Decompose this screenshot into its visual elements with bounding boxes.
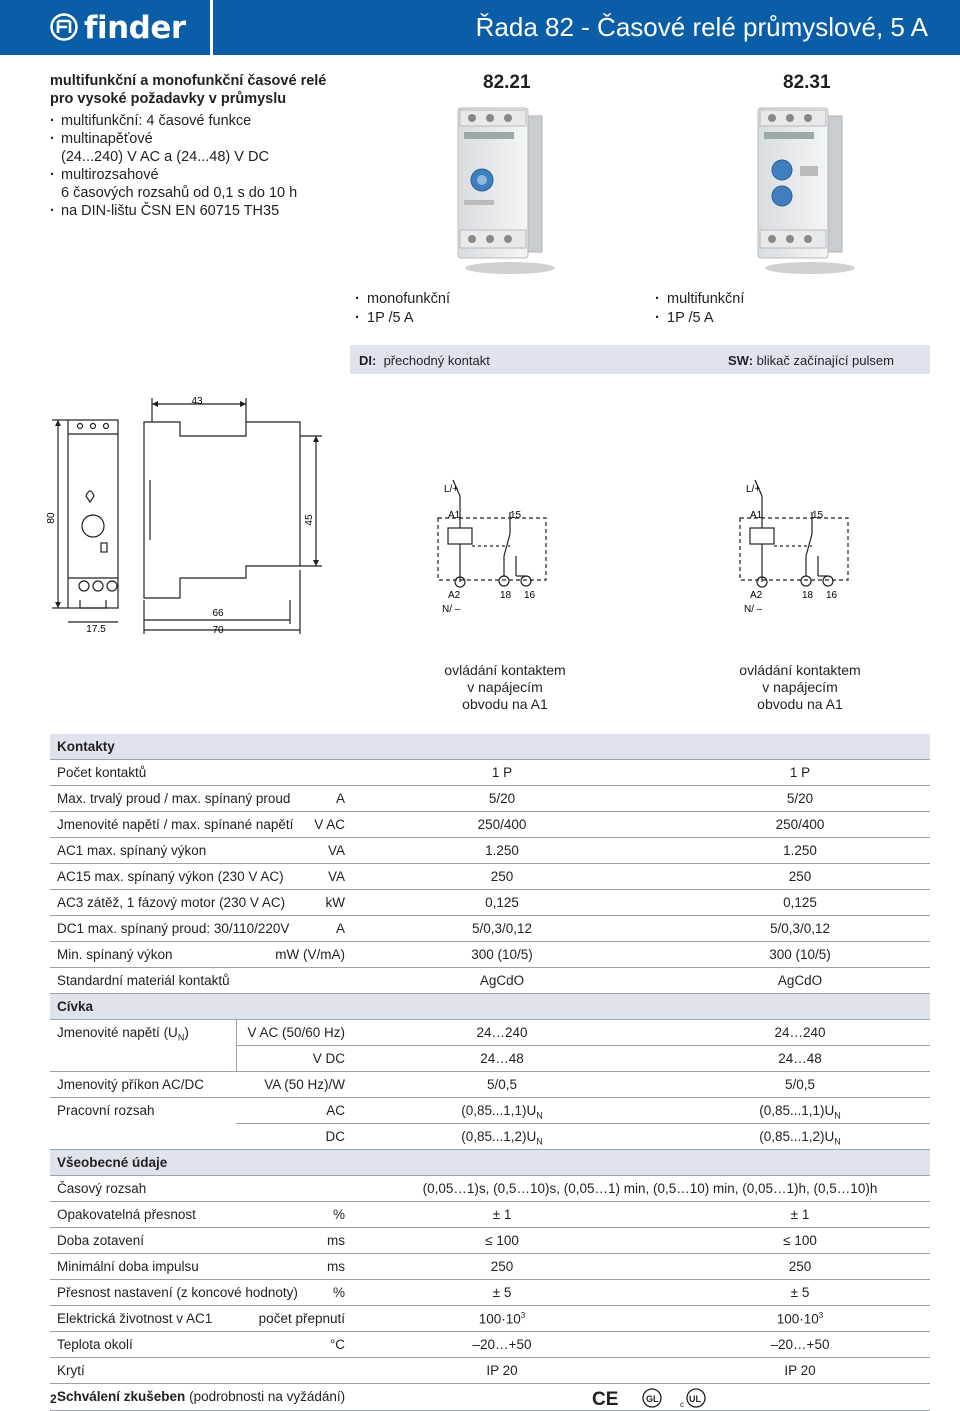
page-title: Řada 82 - Časové relé průmyslové, 5 A [475,12,928,42]
dim-17-5: 17.5 [86,624,106,635]
dim-45: 45 [304,514,315,526]
section-general: Všeobecné údaje [50,1150,930,1176]
label-15: 15 [812,510,824,521]
label-18: 18 [500,590,512,601]
table-row: Jmenovité napětí $(U_N)$ V AC (50/60 Hz) 24…240 24…240 [50,1020,930,1046]
table-row: Pracovní rozsah AC $(0,85...1,1)U_N$ $(0,85...1,1)U_N$ [50,1098,930,1124]
dim-80: 80 [46,512,57,524]
intro-bullet: · na DIN-lištu ČSN EN 60715 TH35 [50,202,410,220]
label-l-plus: L/+ [746,484,761,495]
table-row: AC15 max. spínaný výkon (230 V AC) VA 250 250 [50,864,930,890]
features-82-21: · monofunkční · 1P /5 A [355,290,450,328]
dim-66: 66 [212,608,224,619]
section-coil: Cívka [50,994,930,1020]
label-a1: A1 [750,510,763,521]
table-row: Standardní materiál kontaktů AgCdO AgCdO [50,968,930,994]
label-n-minus: N/ – [744,604,763,615]
intro-bullets [50,112,410,220]
wiring-diagram-82-21 [420,470,560,620]
label-16: 16 [826,590,838,601]
intro-block [50,72,410,220]
dim-70: 70 [212,625,224,636]
table-row: AC3 zátěž, 1 fázový motor (230 V AC) kW 0,125 0,125 [50,890,930,916]
svg-text:GL: GL [646,1394,659,1404]
table-row: Časový rozsah (0,05…1)s, (0,5…10)s, (0,05…1) min, (0,5…10) min, (0,05…1)h, (0,5…10)h [50,1176,930,1202]
caption-82-21: ovládání kontaktem v napájecím obvodu na A1 [444,662,566,712]
label-15: 15 [510,510,522,521]
function-82-31: SW: blikač začínající pulsem [728,353,894,368]
model-82-21: 82.21 [483,72,531,93]
table-row: Jmenovité napětí / max. spínané napětí V AC 250/400 250/400 [50,812,930,838]
label-18: 18 [802,590,814,601]
table-row: Krytí IP 20 IP 20 [50,1358,930,1384]
table-row: Teplota okolí °C –20…+50 –20…+50 [50,1332,930,1358]
table-row: Přesnost nastavení (z koncové hodnoty) % ± 5 ± 5 [50,1280,930,1306]
spec-table [50,734,930,1411]
dim-43: 43 [191,396,203,407]
svg-text:c: c [680,1400,684,1409]
table-row: DC $(0,85...1,2)U_N$ $(0,85...1,2)U_N$ [50,1124,930,1150]
relay-photo-82-31 [740,96,860,276]
table-row: Elektrická životnost v AC1 počet přepnutí $100\cdot 10^3$ $100\cdot 10^3$ [50,1306,930,1332]
table-row: Max. trvalý proud / max. spínaný proud A 5/20 5/20 [50,786,930,812]
wiring-diagram-82-31 [722,470,862,620]
table-row: Opakovatelná přesnost % ± 1 ± 1 [50,1202,930,1228]
intro-bullet: · multinapěťové (24...240) V AC a (24...48) V DC [50,130,410,166]
relay-photo-82-21 [440,96,560,276]
features-82-31: · multifunkční · 1P /5 A [655,290,744,328]
label-l-plus: L/+ [444,484,459,495]
section-contacts: Kontakty [50,734,930,760]
table-row: Doba zotavení ms ≤ 100 ≤ 100 [50,1228,930,1254]
certification-marks-icon [590,1385,720,1411]
table-row: Jmenovitý příkon AC/DC VA (50 Hz)/W 5/0,5 5/0,5 [50,1072,930,1098]
label-a2: A2 [750,590,763,601]
label-n-minus: N/ – [442,604,461,615]
model-82-31: 82.31 [783,72,831,93]
label-16: 16 [524,590,536,601]
svg-text:UL: UL [689,1394,701,1404]
brand-logo-text: finder [84,10,186,46]
intro-heading-2: pro vysoké požadavky v průmyslu [50,91,287,107]
finder-logo-icon [50,11,78,43]
page-number: 2 [50,1392,57,1406]
table-row: Počet kontaktů 1 P 1 P [50,760,930,786]
intro-heading-1: multifunkční a monofunkční časové relé [50,73,327,89]
label-a1: A1 [448,510,461,521]
dimension-drawing [40,390,340,640]
function-82-21: DI: přechodný kontakt [359,353,490,368]
intro-bullet: · multirozsahové 6 časových rozsahů od 0,1 s do 10 h [50,166,410,202]
table-row: Min. spínaný výkon mW (V/mA) 300 (10/5) 300 (10/5) [50,942,930,968]
table-row: DC1 max. spínaný proud: 30/110/220V A 5/0,3/0,12 5/0,3/0,12 [50,916,930,942]
caption-82-31: ovládání kontaktem v napájecím obvodu na A1 [739,662,861,712]
table-row: Minimální doba impulsu ms 250 250 [50,1254,930,1280]
approvals-row: Schválení zkušeben (podrobnosti na vyžádání) CE GL c UL [50,1384,930,1411]
table-row: V DC 24…48 24…48 [50,1046,930,1072]
svg-text:CE: CE [592,1389,619,1410]
label-a2: A2 [448,590,461,601]
table-row: AC1 max. spínaný výkon VA 1.250 1.250 [50,838,930,864]
intro-bullet: · multifunkční: 4 časové funkce [50,112,410,130]
